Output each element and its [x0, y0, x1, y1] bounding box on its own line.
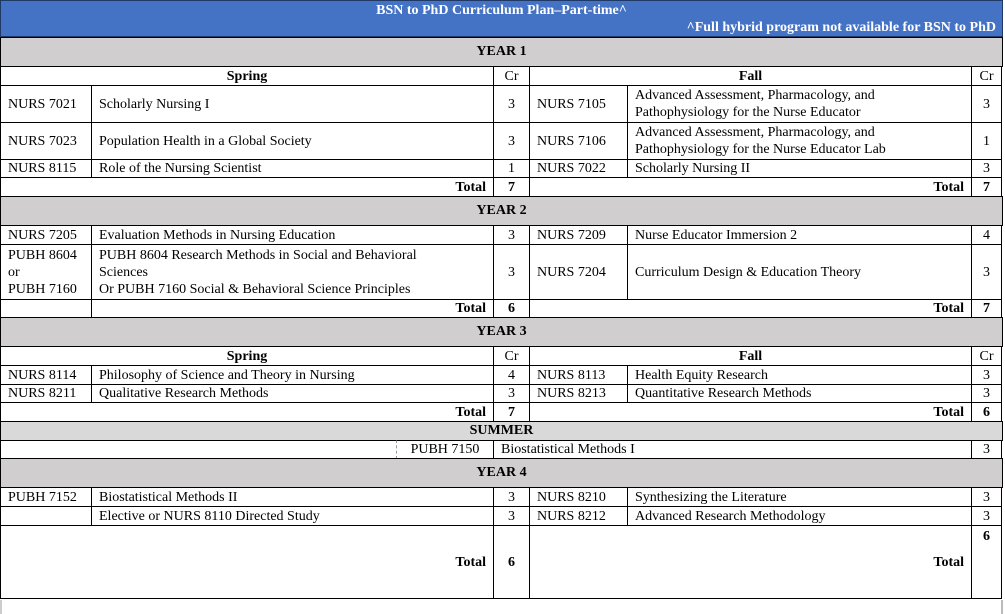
course-credits: 3: [971, 85, 1002, 123]
course-credits: 4: [493, 365, 530, 385]
course-code: NURS 8211: [0, 384, 92, 403]
total-label: Total: [529, 525, 972, 599]
total-credits: 6: [971, 402, 1002, 422]
or-label: or: [8, 264, 20, 280]
course-code: NURS 8210: [529, 487, 628, 507]
total-credits: 6: [493, 525, 530, 599]
course-code: NURS 7205: [0, 225, 92, 245]
course-code: NURS 7021: [0, 85, 92, 123]
course-credits: 3: [493, 85, 530, 123]
course-credits: 3: [971, 384, 1002, 403]
course-code: NURS 7023: [0, 122, 92, 160]
course-code: NURS 7209: [529, 225, 628, 245]
course-title: Biostatistical Methods II: [91, 487, 494, 507]
total-credits: 7: [971, 177, 1002, 197]
year3-spring-cr-header: Cr: [493, 346, 530, 366]
course-credits: 3: [493, 506, 530, 526]
course-code: NURS 7105: [529, 85, 628, 123]
course-credits: 3: [971, 159, 1002, 178]
course-credits: 3: [971, 440, 1002, 459]
course-code: NURS 7022: [529, 159, 628, 178]
year1-fall-header: Fall: [529, 66, 972, 86]
course-code: NURS 8213: [529, 384, 628, 403]
total-label: Total: [0, 525, 494, 599]
course-code: NURS 7204: [529, 244, 628, 300]
total-label: Total: [529, 402, 972, 422]
plan-note: ^Full hybrid program not available for BSN to PhD: [686, 20, 996, 35]
course-title: Or PUBH 7160 Social & Behavioral Science Principles: [99, 281, 411, 297]
course-title: Qualitative Research Methods: [91, 384, 494, 403]
year3-spring-header: Spring: [0, 346, 494, 366]
course-code: PUBH 7160: [8, 281, 77, 297]
course-credits: 4: [971, 225, 1002, 245]
course-code-alternatives: [0, 244, 92, 300]
course-credits: 3: [493, 225, 530, 245]
course-code: NURS 8114: [0, 365, 92, 385]
course-title: Population Health in a Global Society: [91, 122, 494, 160]
course-title: Role of the Nursing Scientist: [91, 159, 494, 178]
course-title: Advanced Assessment, Pharmacology, and Pathophysiology for the Nurse Educator Lab: [627, 122, 972, 160]
course-title: Health Equity Research: [627, 365, 972, 385]
course-credits: 3: [493, 487, 530, 507]
course-title: Curriculum Design & Education Theory: [627, 244, 972, 300]
total-credits: 7: [493, 177, 530, 197]
course-title: Scholarly Nursing I: [91, 85, 494, 123]
empty-cell: [0, 440, 397, 459]
year-4-band: YEAR 4: [0, 458, 1003, 488]
summer-band: SUMMER: [0, 421, 1003, 441]
course-code: NURS 8115: [0, 159, 92, 178]
course-title: Elective or NURS 8110 Directed Study: [91, 506, 494, 526]
plan-title: BSN to PhD Curriculum Plan–Part-time^: [376, 3, 627, 18]
course-code: PUBH 7150: [396, 440, 494, 459]
course-credits: 3: [493, 384, 530, 403]
page-edge: [0, 600, 2, 614]
total-credits: 6: [971, 525, 1002, 599]
course-credits: 3: [971, 487, 1002, 507]
page-edge: [1001, 600, 1003, 614]
course-title: Quantitative Research Methods: [627, 384, 972, 403]
course-credits: 3: [493, 244, 530, 300]
course-credits: 3: [971, 506, 1002, 526]
year-2-band: YEAR 2: [0, 196, 1003, 226]
course-credits: 3: [971, 244, 1002, 300]
course-code: PUBH 8604: [8, 247, 77, 263]
total-label: Total: [0, 402, 494, 422]
course-title: Philosophy of Science and Theory in Nursing: [91, 365, 494, 385]
course-code: NURS 7106: [529, 122, 628, 160]
year-1-band: YEAR 1: [0, 37, 1003, 67]
course-title: Advanced Assessment, Pharmacology, and Pathophysiology for the Nurse Educator: [627, 85, 972, 123]
year-3-band: YEAR 3: [0, 317, 1003, 347]
year3-fall-header: Fall: [529, 346, 972, 366]
year3-fall-cr-header: Cr: [971, 346, 1002, 366]
course-code: NURS 8113: [529, 365, 628, 385]
total-label: Total: [91, 299, 494, 318]
course-credits: 1: [971, 122, 1002, 160]
course-code: [0, 506, 92, 526]
course-code: PUBH 7152: [0, 487, 92, 507]
total-label: Total: [529, 177, 972, 197]
course-title-alternatives: [91, 244, 494, 300]
total-credits: 7: [493, 402, 530, 422]
empty-cell: [0, 299, 92, 318]
course-title: Synthesizing the Literature: [627, 487, 972, 507]
course-title: Scholarly Nursing II: [627, 159, 972, 178]
total-label: Total: [0, 177, 494, 197]
total-credits: 6: [493, 299, 530, 318]
course-code: NURS 8212: [529, 506, 628, 526]
course-title: Nurse Educator Immersion 2: [627, 225, 972, 245]
course-title: Biostatistical Methods I: [493, 440, 972, 459]
course-credits: 3: [971, 365, 1002, 385]
course-title: PUBH 8604 Research Methods in Social and Behavioral: [99, 247, 417, 263]
course-credits: 3: [493, 122, 530, 160]
total-label: Total: [529, 299, 972, 318]
year1-spring-header: Spring: [0, 66, 494, 86]
course-title: Advanced Research Methodology: [627, 506, 972, 526]
course-title: Evaluation Methods in Nursing Education: [91, 225, 494, 245]
course-title: Sciences: [99, 264, 148, 280]
course-credits: 1: [493, 159, 530, 178]
year1-spring-cr-header: Cr: [493, 66, 530, 86]
plan-header: [0, 0, 1003, 37]
total-credits: 7: [971, 299, 1002, 318]
year1-fall-cr-header: Cr: [971, 66, 1002, 86]
